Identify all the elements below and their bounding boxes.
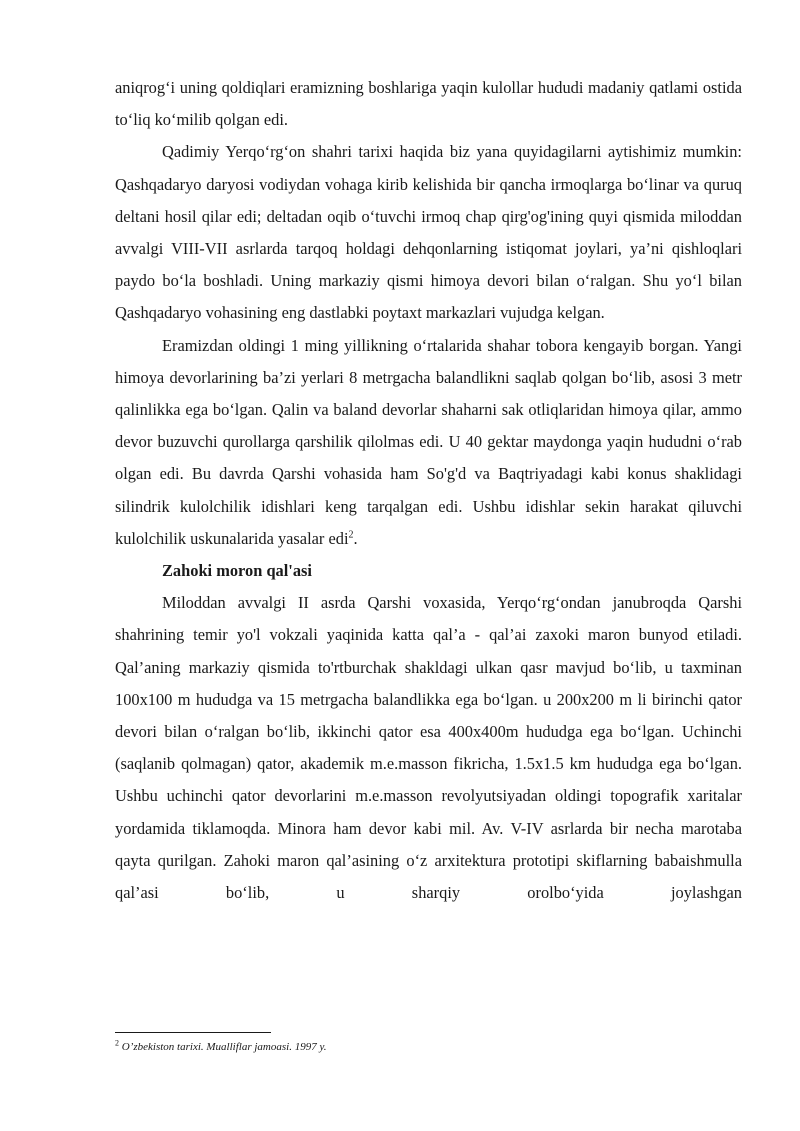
footnote-reference[interactable]: 2 [348,529,354,541]
paragraph-2: Qadimiy Yerqo‘rg‘on shahri tarixi haqida biz yana quyidagilarni aytishimiz mumkin: Qashqadaryo daryosi vodiydan vohaga kirib kelishida bir qancha irmoqlarga bo‘linar va quruq deltani hosil qilar edi; deltadan oqib o‘tuvchi irmoq chap qirg'og'ining quyi qismida miloddan avvalgi VIII-VII asrlarda tarqoq holdagi dehqonlarning istiqomat joylari, ya’ni qishloqlari paydo bo‘la boshladi. Uning markaziy qismi himoya devori bilan o‘ralgan. Shu yo‘l bilan Qashqadaryo vohasining eng dastlabki poytaxt markazlari vujudga kelgan. [115,142,742,323]
footnote-mark: 2 [115,1038,119,1048]
paragraph-3 [115,330,742,555]
paragraph-3-end: . [353,528,358,548]
footnote-text: O’zbekiston tarixi. Mualliflar jamoasi. 1997 y. [121,1041,327,1053]
section-heading: Zahoki moron qal'asi [162,561,312,581]
footnote-divider [115,1032,271,1033]
paragraph-1: aniqrog‘i uning qoldiqlari eramizning boshlariga yaqin kulollar hududi madaniy qatlami ostida to‘liq ko‘milib qolgan edi. [115,78,742,130]
paragraph-3-text: Eramizdan oldingi 1 ming yillikning o‘rtalarida shahar tobora kengayib borgan. Yangi himoya devorlarining ba’zi yerlari 8 metrgacha balandlikni saqlab qolgan bo‘lib, asosi 3 metr qalinlikka ega bo‘lgan. Qalin va baland devorlar shaharni sak otliqlaridan himoya qilar, ammo devor buzuvchi qurollarga qarshilik qilolmas edi. U 40 gektar maydonga yaqin hududni o‘rab olgan edi. Bu davrda Qarshi vohasida ham So'g'd va Baqtriyadagi kabi konus shaklidagi silindrik kulolchilik idishlari keng tarqalgan edi. Ushbu idishlar sekin harakat qiluvchi kulolchilik uskunalarida yasalar edi [115,335,742,548]
footnote [115,1040,742,1054]
document-body [115,72,742,909]
paragraph-4: Miloddan avvalgi II asrda Qarshi voxasida, Yerqo‘rg‘ondan janubroqda Qarshi shahrining temir yo'l vokzali yaqinida katta qal’a - qal’ai zaxoki maron bunyod etiladi. Qal’aning markaziy qismida to'rtburchak shakldagi ulkan qasr mavjud bo‘lib, u taxminan 100x100 m hududga va 15 metrgacha balandlikka ega bo‘lgan. u 200x200 m li birinchi qator devori bilan o‘ralgan bo‘lib, ikkinchi qator esa 400x400m hududga ega bo‘lgan. Uchinchi (saqlanib qolmagan) qator, akademik m.e.masson fikricha, 1.5x1.5 km hududga ega bo‘lgan. Ushbu uchinchi qator devorlarini m.e.masson revolyutsiyadan oldingi topografik xaritalar yordamida tiklamoqda. Minora ham devor kabi mil. Av. V-IV asrlarda bir necha marotaba qayta qurilgan. Zahoki maron qal’asining o‘z arxitektura prototipi skiflarning babaishmulla qal’asi bo‘lib, u sharqiy orolbo‘yida joylashgan [115,593,742,903]
